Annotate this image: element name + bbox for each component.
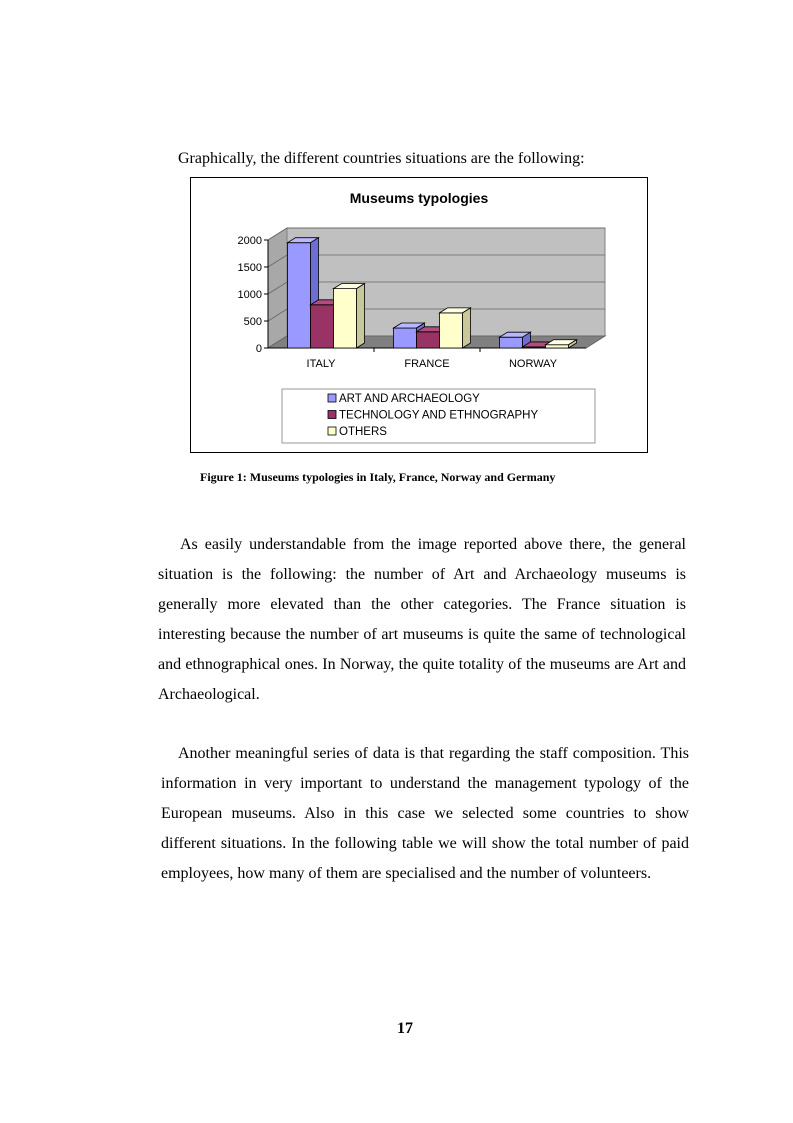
bar-front xyxy=(394,328,417,348)
y-tick-label: 1500 xyxy=(237,262,262,274)
bar xyxy=(334,284,365,348)
bar-front xyxy=(440,313,463,348)
bar-side xyxy=(463,308,471,348)
bar-front xyxy=(311,305,334,348)
legend-swatch xyxy=(328,411,336,419)
page-number: 17 xyxy=(397,1020,413,1037)
x-tick-label: FRANCE xyxy=(404,358,450,370)
intro-line: Graphically, the different countries situations are the following: xyxy=(178,150,585,167)
y-tick-label: 0 xyxy=(255,343,262,355)
y-tick-label: 500 xyxy=(243,316,262,328)
y-tick-label: 1000 xyxy=(237,289,262,301)
legend-label: OTHERS xyxy=(339,426,387,438)
figure-caption: Figure 1: Museums typologies in Italy, France, Norway and Germany xyxy=(200,470,556,484)
paragraph-2: Another meaningful series of data is that regarding the staff composition. This information in very important to understand the management typology of the European museums. Also in this case we selected some countries to show different situations. In the following table we will show the total number of paid employees, how many of them are specialised and the number of volunteers. xyxy=(161,745,689,882)
legend-swatch xyxy=(328,427,336,435)
bar xyxy=(440,308,471,348)
chart-frame xyxy=(190,177,648,453)
paragraph-1: As easily understandable from the image reported above there, the general situation is the following: the number of Art and Archaeology museums is generally more elevated than the other categories. The France situation is interesting because the number of art museums is quite the same of technological and ethnographical ones. In Norway, the quite totality of the museums are Art and Archaeological. xyxy=(158,536,686,703)
bar-front xyxy=(417,332,440,348)
x-tick-label: NORWAY xyxy=(508,358,558,370)
bar-front xyxy=(546,345,569,348)
bar-front xyxy=(334,289,357,348)
y-tick-label: 2000 xyxy=(237,235,262,247)
bar-front xyxy=(288,243,311,348)
chart-title: Museums typologies xyxy=(349,190,489,206)
bar-front xyxy=(500,337,523,348)
x-tick-label: ITALY xyxy=(306,358,336,370)
legend-swatch xyxy=(328,394,336,402)
legend-label: TECHNOLOGY AND ETHNOGRAPHY xyxy=(339,409,539,422)
museums-chart xyxy=(191,178,647,452)
bar-side xyxy=(357,284,365,348)
legend-label: ART AND ARCHAEOLOGY xyxy=(339,393,480,405)
